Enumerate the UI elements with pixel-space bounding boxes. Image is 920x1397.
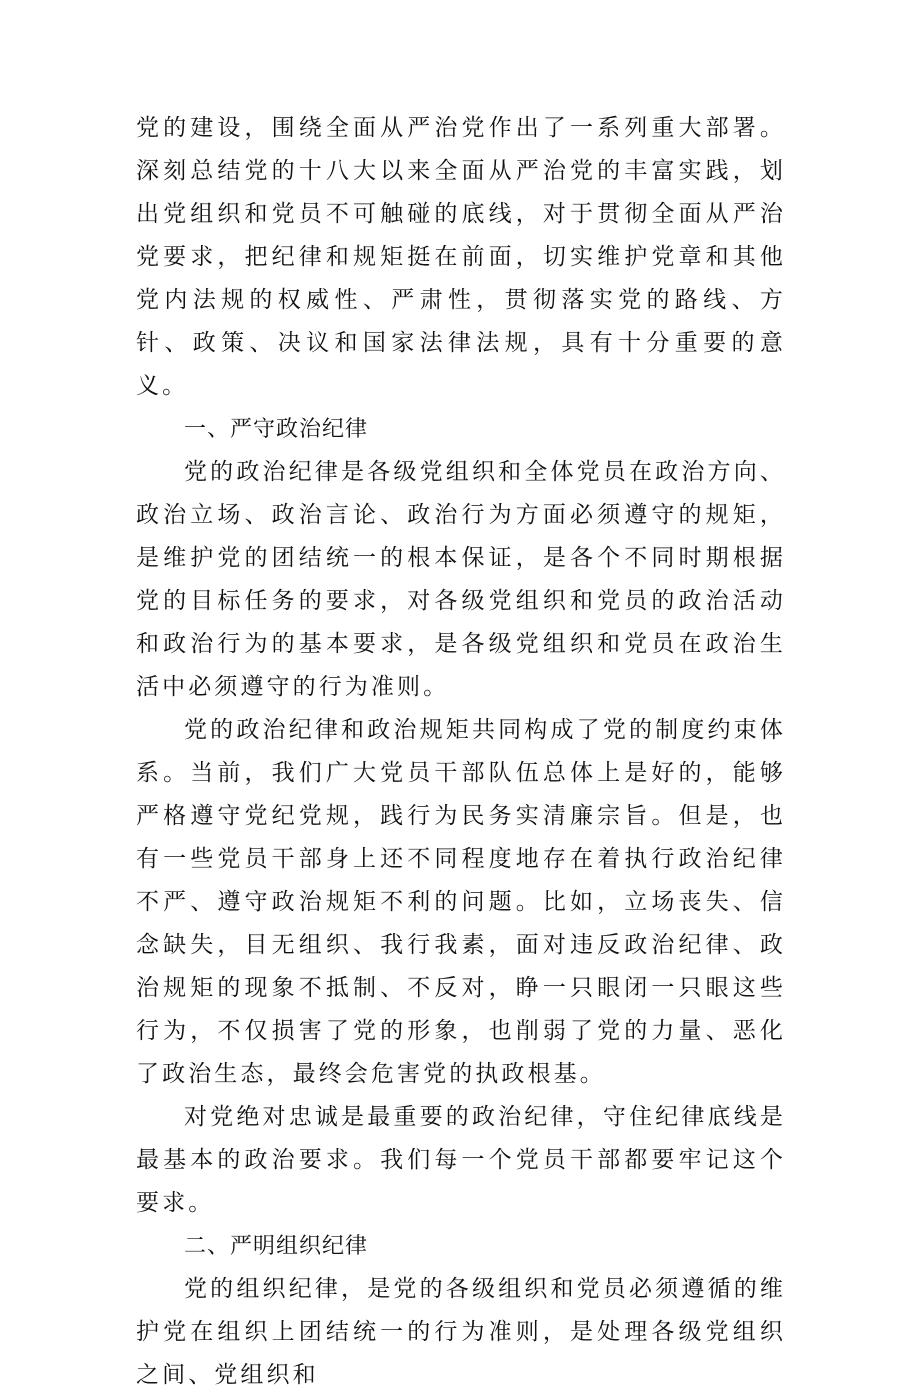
paragraph-political-discipline-definition: 党的政治纪律是各级党组织和全体党员在政治方向、政治立场、政治言论、政治行为方面必须遵守的规矩，是维护党的团结统一的根本保证，是各个不同时期根据党的目标任务的要求，对各级党组织和党员的政治活动和政治行为的基本要求，是各级党组织和党员在政治生活中必须遵守的行为准则。 xyxy=(136,459,786,700)
paragraph-loyalty: 对党绝对忠诚是最重要的政治纪律，守住纪律底线是最基本的政治要求。我们每一个党员干部都要牢记这个要求。 xyxy=(136,1104,786,1216)
section-heading-organizational-discipline: 二、严明组织纪律 xyxy=(184,1234,369,1259)
paragraph-intro-continuation: 党的建设，围绕全面从严治党作出了一系列重大部署。深刻总结党的十八大以来全面从严治党的丰富实践，划出党组织和党员不可触碰的底线，对于贯彻全面从严治党要求，把纪律和规矩挺在前面，切实维护党章和其他党内法规的权威性、严肃性，贯彻落实党的路线、方针、政策、决议和国家法律法规，具有十分重要的意义。 xyxy=(136,115,786,399)
section-heading-political-discipline: 一、严守政治纪律 xyxy=(184,417,369,442)
document-body xyxy=(136,107,786,1397)
paragraph-political-discipline-issues: 党的政治纪律和政治规矩共同构成了党的制度约束体系。当前，我们广大党员干部队伍总体上是好的，能够严格遵守党纪党规，践行为民务实清廉宗旨。但是，也有一些党员干部身上还不同程度地存在着执行政治纪律不严、遵守政治规矩不利的问题。比如，立场丧失、信念缺失，目无组织、我行我素，面对违反政治纪律、政治规矩的现象不抵制、不反对，睁一只眼闭一只眼这些行为，不仅损害了党的形象，也削弱了党的力量、恶化了政治生态，最终会危害党的执政根基。 xyxy=(136,717,786,1087)
paragraph-organizational-discipline-definition: 党的组织纪律，是党的各级组织和党员必须遵循的维护党在组织上团结统一的行为准则，是处理各级党组织之间、党组织和 xyxy=(136,1276,786,1388)
